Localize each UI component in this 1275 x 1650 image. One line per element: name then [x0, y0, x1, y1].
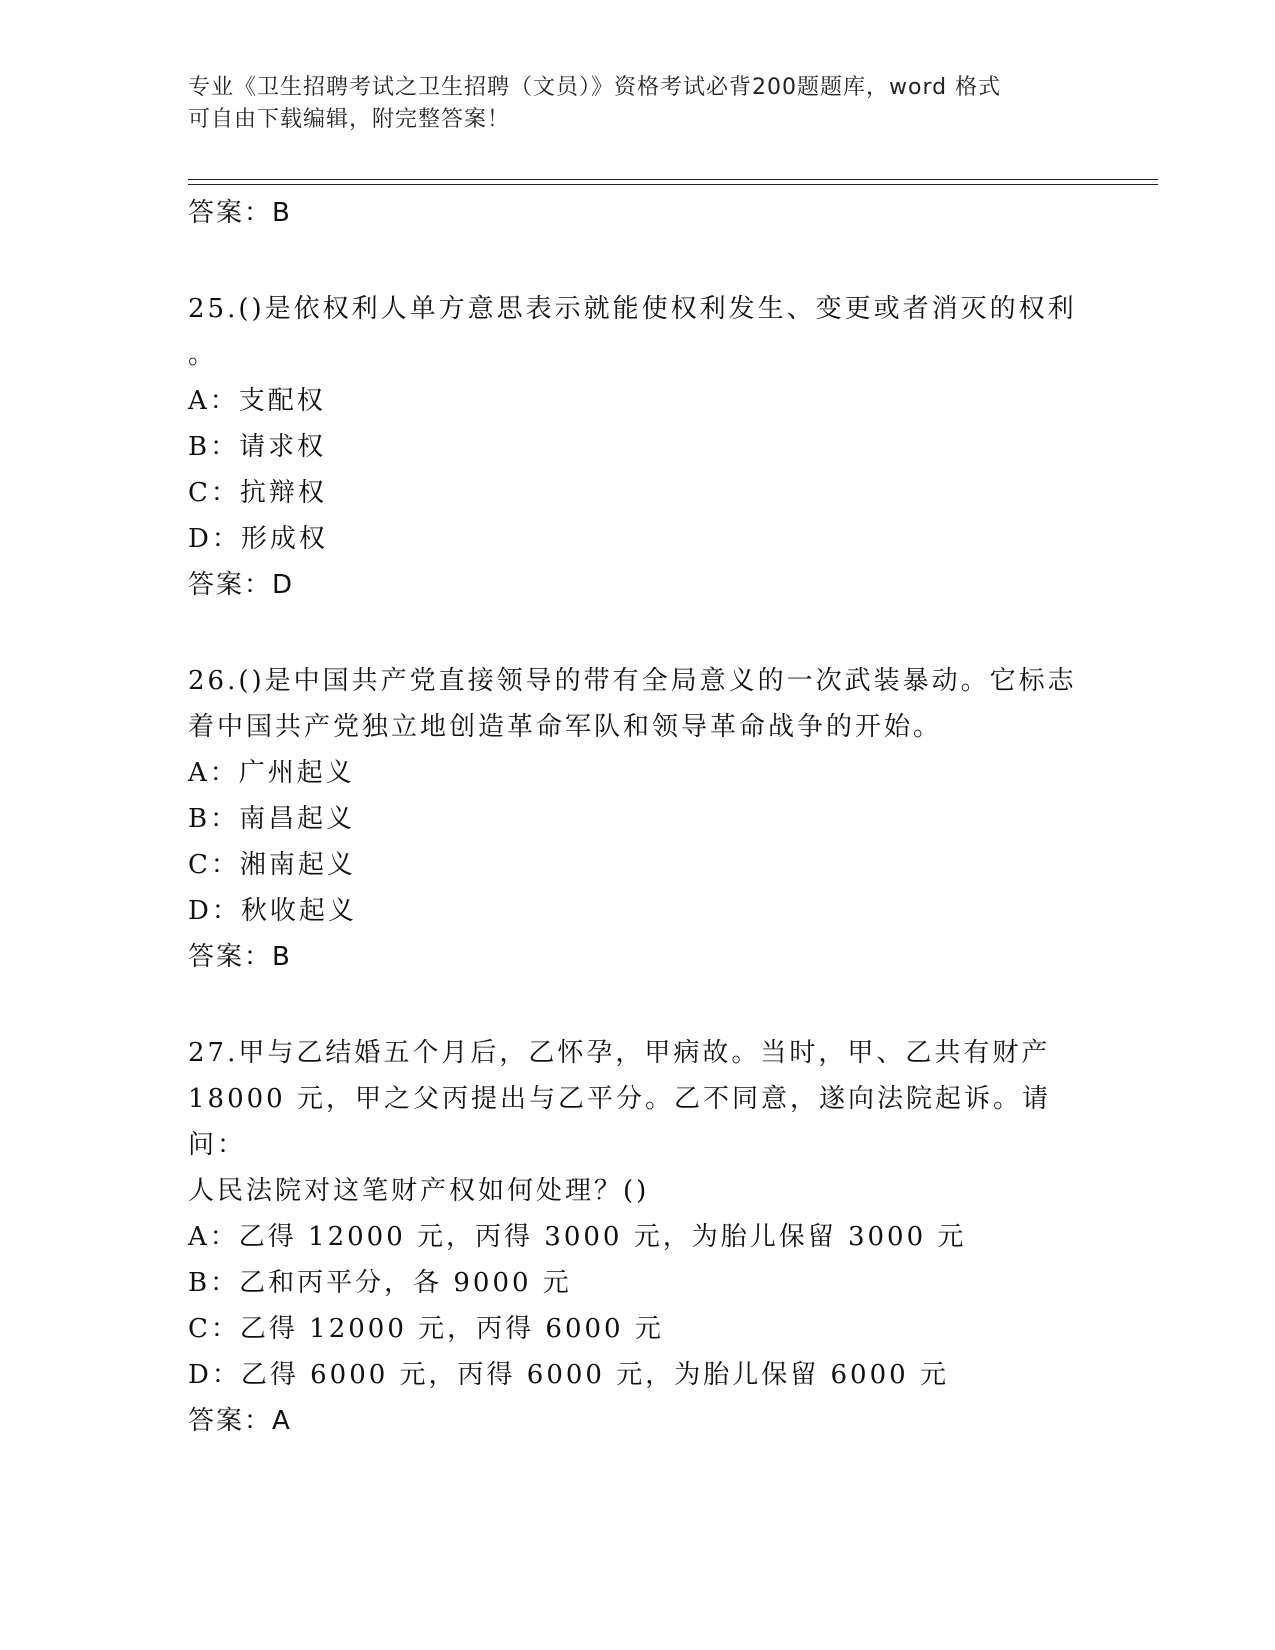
answer-line: 答案：A [188, 1406, 292, 1436]
answer-line: 答案：D [188, 570, 295, 600]
header-divider [188, 179, 1158, 180]
option-b: B：南昌起义 [188, 804, 356, 834]
answer-line: 答案：B [188, 942, 292, 972]
option-a: A：支配权 [188, 386, 326, 416]
question-stem-line: 。 [188, 340, 218, 370]
option-c: C：湘南起义 [188, 850, 356, 880]
header-divider-secondary [188, 184, 1158, 185]
option-b: B：乙和丙平分，各 9000 元 [188, 1268, 572, 1298]
question-stem [188, 1030, 1088, 1214]
option-d: D：秋收起义 [188, 896, 357, 926]
option-b: B：请求权 [188, 432, 327, 462]
question-stem [188, 286, 1088, 378]
option-d: D：形成权 [188, 524, 328, 554]
question-stem-line: 18000 元，甲之父丙提出与乙平分。乙不同意，遂向法院起诉。请问： [188, 1084, 1051, 1160]
question-stem-line: 人民法院对这笔财产权如何处理？() [188, 1176, 650, 1206]
question-stem-line: 着中国共产党独立地创造革命军队和领导革命战争的开始。 [188, 712, 943, 742]
option-a: A：乙得 12000 元，丙得 3000 元，为胎儿保留 3000 元 [188, 1222, 967, 1252]
header-line-2: 可自由下载编辑，附完整答案！ [188, 107, 511, 132]
page-header [188, 72, 1088, 136]
question-stem-line: 27.甲与乙结婚五个月后，乙怀孕，甲病故。当时，甲、乙共有财产 [188, 1038, 1051, 1068]
question-stem-line: 26.()是中国共产党直接领导的带有全局意义的一次武装暴动。它标志 [188, 666, 1077, 696]
answer-line: 答案：B [188, 198, 292, 228]
question-stem-line: 25.()是依权利人单方意思表示就能使权利发生、变更或者消灭的权利 [188, 294, 1077, 324]
question-27 [188, 1030, 1088, 1398]
option-c: C：乙得 12000 元，丙得 6000 元 [188, 1314, 664, 1344]
question-25 [188, 286, 1088, 562]
option-c: C：抗辩权 [188, 478, 327, 508]
question-26 [188, 658, 1088, 934]
option-a: A：广州起义 [188, 758, 355, 788]
question-list [188, 190, 1088, 1444]
question-stem [188, 658, 1088, 750]
option-d: D：乙得 6000 元，丙得 6000 元，为胎儿保留 6000 元 [188, 1360, 949, 1390]
header-line-1: 专业《卫生招聘考试之卫生招聘（文员）》资格考试必背200题题库，word 格式 [188, 75, 1002, 100]
